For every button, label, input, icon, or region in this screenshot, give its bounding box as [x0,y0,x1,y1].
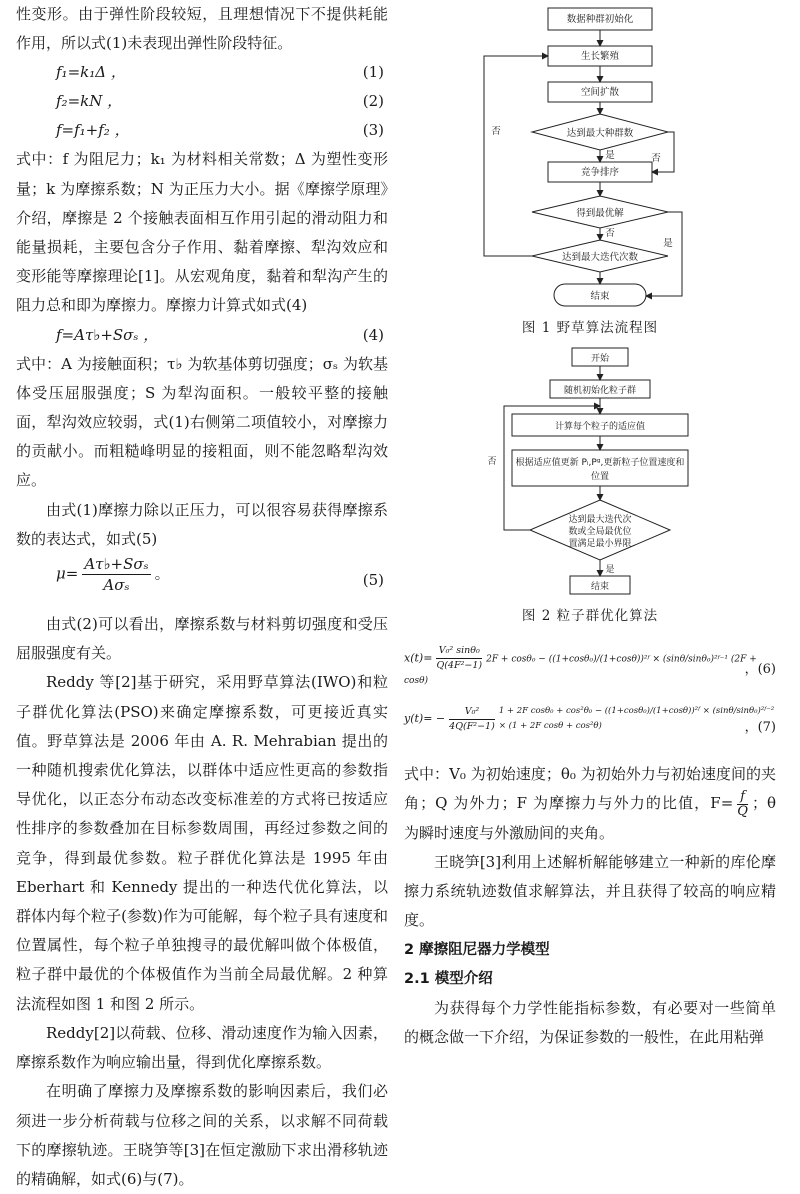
paragraph-variables-right: 式中：V₀ 为初始速度；θ₀ 为初始外力与初始速度间的夹角；Q 为外力；F 为摩擦力与外力的比值，F= $\frac{f}{Q}$ ；θ 为瞬时速度与外激励间的夹角。 [404,765,776,842]
fig1-best-label: 得到最优解 [576,208,624,219]
fig1-no-label-2: 否 [651,153,661,164]
fig2-end-label: 结束 [590,582,610,592]
equation-3: f=f₁+f₂ ， (3) [56,121,384,140]
fig2-fitness-label: 计算每个粒子的适应值 [554,422,646,432]
fig1-spread-label: 空间扩散 [580,87,620,98]
paragraph-trajectory: 在明确了摩擦力及摩擦系数的影响因素后，我们必须进一步分析荷载与位移之间的关系，以求解不同荷载下的摩擦轨迹。王晓笋等[3]在恒定激励下求出滑移轨迹的精确解，如式(6)与(7)。 [16,1082,388,1188]
equation-6: x(t)= $\frac{\text{V₀² sinθ₀}}{\text{Q(4F²−1)}}$ 2F + cosθ₀ − ((1+cosθ₀)/(1+cosθ))²ᶠ × (sinθ/sinθ₀)²ᶠ⁻¹ (2F + cosθ) ，(6) [404,645,776,686]
figure-1-caption: 图 1 野草算法流程图 [521,320,659,336]
fig2-yes-label: 是 [605,565,615,575]
fig2-cond-label-1: 达到最大迭代次 [568,515,632,525]
equation-1: f₁=k₁Δ ， (1) [56,63,384,82]
paragraph-model-intro: 为获得每个力学性能指标参数，有必要对一些简单的概念做一下介绍，为保证参数的一般性，在此用粘弹 [404,998,776,1046]
fig2-update-label-2: 位置 [590,472,610,482]
paragraph-variables: 式中：A 为接触面积；τ♭ 为软基体剪切强度；σₛ 为软基体受压屈服强度；S 为犁沟面积。一般较平整的接触面，犁沟效应较弱，式(1)右侧第二项值较小，对摩擦力的贡献小。而粗糙峰明显的接粗面，则不能忽略犁沟效应。 [16,354,388,490]
paragraph-intro: 性变形。由于弹性阶段较短，且理想情况下不提供耗能作用，所以式(1)未表现出弹性阶段特征。 [16,5,388,53]
equation-2: f₂=kN ， (2) [56,92,384,111]
section-heading-2: 2 摩擦阻尼器力学模型 [404,941,550,958]
paragraph-algorithms: Reddy 等[2]基于研究，采用野草算法(IWO)和粒子群优化算法(PSO)来确定摩擦系数，可更接近真实值。野草算法是 2006 年由 A. R. Mehrabian 提出的一种随机搜索优化算法，以群体中适应性更高的参数指导优化，以正态分布动态改变标准差的方式将已按适应性排序的参数叠加在目标参数周围，再经过参数之间的竞争，得到最优参数。粒子群优化算法是 1995 年由 Eberhart 和 Kennedy 提出的一种迭代优化算法，以群体内每个粒子(参数)作为可能解，每个粒子具有速度和位置属性，每个粒子单独搜寻的最优解叫做个体极值，粒子群中最优的个体极值作为当前全局最优解。2 种算法流程如图 1 和图 2 所示。 [16,673,388,1013]
equation-7: y(t)= − $\frac{\text{V₀²}}{\text{4Q(F²−1)}}$ 1 + 2F cosθ₀ + cos²θ₀ − ((1+cosθ₀)/(1+cosθ))²ᶠ × (sinθ/sinθ₀)²ᶠ⁻² × (1 + 2F cosθ + cos²θ) ，(7) [404,705,776,735]
right-column-text [404,760,776,1052]
equation-5: μ= $\frac{\text{Aτ♭+Sσₛ}}{\text{Aσₛ}}$ 。 (5) [56,555,384,595]
fig1-grow-label: 生长繁殖 [580,51,620,62]
fig1-maxpop-label: 达到最大种群数 [566,128,634,139]
fig2-cond-label-3: 置满足最小界限 [568,539,632,549]
paragraph-strength: 由式(2)可以看出，摩擦系数与材料剪切强度和受压屈服强度有关。 [16,615,388,663]
figure-2-flowchart [470,344,700,600]
fig2-update-label-1: 根据适应值更新 Pᵢ,Pᵍ,更新粒子位置速度和 [515,458,685,468]
section-heading-2-1: 2.1 模型介绍 [404,970,493,987]
equation-4: f=Aτ♭+Sσₛ ， (4) [56,325,384,344]
fig2-start-label: 开始 [590,354,610,364]
fig1-no-label-3: 否 [605,228,615,239]
fig2-cond-label-2: 数或全局最优位 [568,527,632,537]
figure-2-caption: 图 2 粒子群优化算法 [521,608,659,624]
fig1-init-label: 数据种群初始化 [566,14,634,25]
fig2-no-label: 否 [487,457,497,467]
paragraph-coefficient: 由式(1)摩擦力除以正压力，可以很容易获得摩擦系数的表达式，如式(5) [16,500,388,548]
left-column [16,0,388,1194]
paragraph-friction-theory: 式中：f 为阻尼力；k₁ 为材料相关常数；Δ 为塑性变形量；k 为摩擦系数；N 为正压力大小。据《摩擦学原理》介绍，摩擦是 2 个接触表面相互作用引起的滑动阻力和能量损耗，主要包含分子作用、黏着摩擦、犁沟效应和变形能等摩擦理论[1]。从宏观角度，黏着和犁沟产生的阻力总和即为摩擦力。摩擦力计算式如式(4) [16,150,388,315]
fig2-init-label: 随机初始化粒子群 [563,386,637,396]
fig1-yes-label-2: 是 [663,238,673,249]
fig1-yes-label-1: 是 [605,150,615,161]
fig1-end-label: 结束 [590,291,610,302]
fig1-compete-label: 竞争排序 [580,167,620,178]
fig1-no-label-1: 否 [491,126,501,137]
fig1-maxiter-label: 达到最大迭代次数 [561,252,639,263]
paragraph-wang: 王晓笋[3]利用上述解析解能够建立一种新的库伦摩擦力系统轨迹数值求解算法，并且获得了较高的响应精度。 [404,852,776,930]
paragraph-reddy: Reddy[2]以荷载、位移、滑动速度作为输入因素，摩擦系数作为响应输出量，得到优化摩擦系数。 [16,1023,388,1072]
figure-1-flowchart [470,0,700,310]
